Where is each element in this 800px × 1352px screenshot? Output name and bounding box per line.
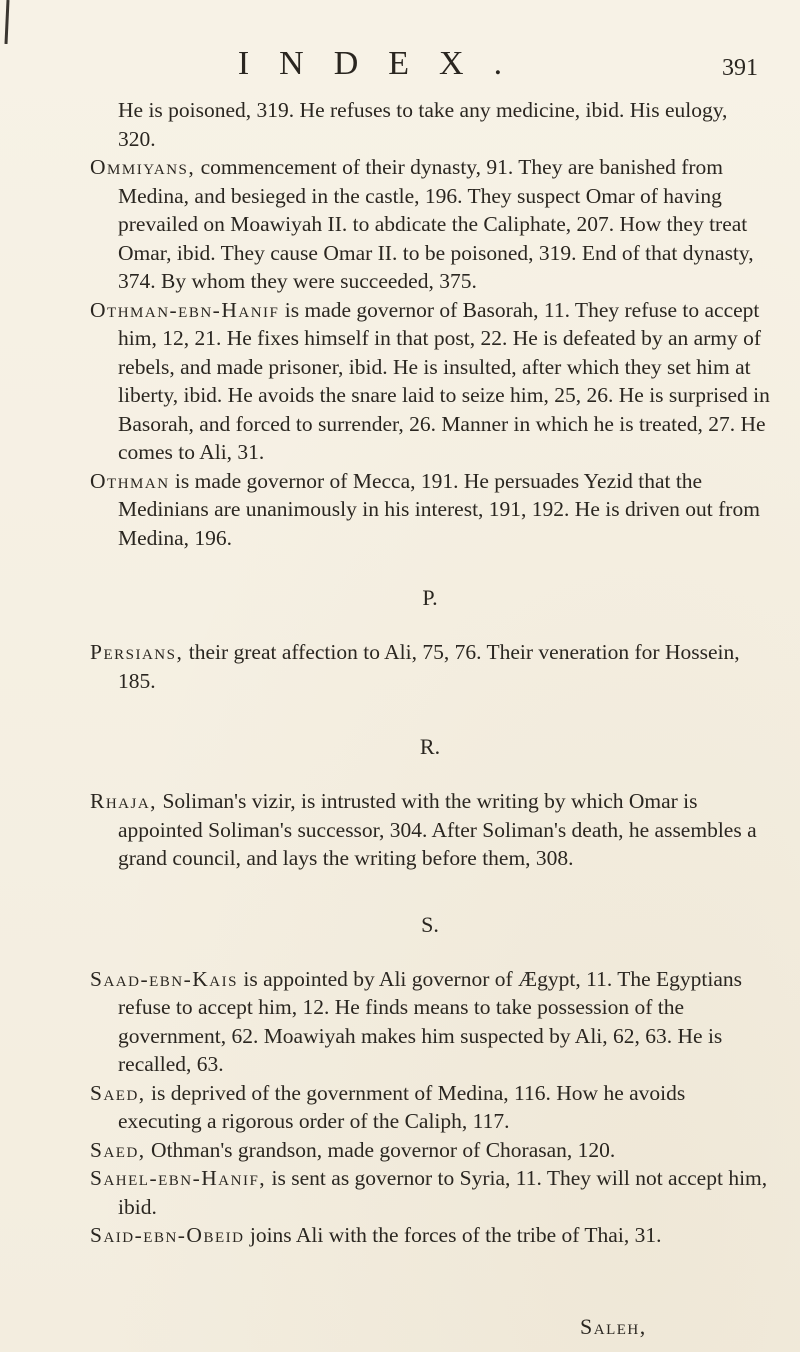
- entry-head: Saed,: [90, 1080, 146, 1105]
- index-entry: [90, 787, 770, 873]
- entry-head: Saad-ebn-Kais: [90, 966, 238, 991]
- entry-text: is appointed by Ali governor of Ægypt, 11. The Egyptians refuse to accept him, 12. He finds means to take possession of the government, 62. Moawiyah makes him suspected by Ali, 62, 63. He is recalled, 63.: [118, 966, 742, 1076]
- section-letter-r: R.: [419, 734, 441, 759]
- entry-head: Othman-ebn-Hanif: [90, 297, 280, 322]
- index-entry: [90, 965, 770, 1079]
- index-entry: [90, 1136, 770, 1165]
- entry-head: Persians,: [90, 640, 184, 664]
- page-number: 391: [722, 55, 758, 81]
- section-letter-p: P.: [422, 585, 438, 610]
- entry-head: Said-ebn-Obeid: [90, 1223, 245, 1247]
- index-entry-continuation: [90, 96, 770, 153]
- catchword: Saleh,: [580, 1314, 647, 1339]
- entry-head: Saed,: [90, 1137, 146, 1162]
- index-entry: [90, 1079, 770, 1136]
- entry-text: their great affection to Ali, 75, 76. Their veneration for Hossein, 185.: [118, 640, 740, 693]
- index-entry: [90, 296, 770, 467]
- index-entry: [90, 153, 770, 296]
- page-header: [0, 44, 800, 104]
- entry-text: is deprived of the government of Medina, 116. How he avoids executing a rigorous order of the Caliph, 117.: [118, 1080, 686, 1133]
- entry-text: Soliman's vizir, is intrusted with the writing by which Omar is appointed Soliman's successor, 304. After Soliman's death, he assembles a grand council, and lays the writing before them, 308.: [118, 789, 757, 870]
- entry-head: Rhaja,: [90, 789, 158, 813]
- entry-text: He is poisoned, 319. He refuses to take any medicine, ibid. His eulogy, 320.: [118, 98, 728, 151]
- entry-text: is made governor of Mecca, 191. He persuades Yezid that the Medinians are unanimously in his interest, 191, 192. He is driven out from Medina, 196.: [118, 468, 760, 550]
- entry-head: Sahel-ebn-Hanif,: [90, 1166, 267, 1190]
- entry-text: Othman's grandson, made governor of Chorasan, 120.: [151, 1137, 616, 1162]
- index-entry: [90, 1164, 770, 1221]
- index-entry: [90, 638, 770, 695]
- entry-head: Othman: [90, 468, 170, 493]
- entry-text: is sent as governor to Syria, 11. They will not accept him, ibid.: [118, 1166, 768, 1219]
- index-entry: [90, 467, 770, 553]
- entry-text: joins Ali with the forces of the tribe of Thai, 31.: [249, 1223, 662, 1247]
- entry-text: commencement of their dynasty, 91. They are banished from Medina, and besieged in the castle, 196. They suspect Omar of having prevailed on Moawiyah II. to abdicate the Caliphate, 207. How they treat Omar, ibid. They cause Omar II. to be poisoned, 319. End of that dynasty, 374. By whom they were succeeded, 375.: [118, 155, 754, 293]
- index-content: [90, 96, 770, 1250]
- page-edge-mark: [2, 0, 12, 44]
- entry-head: Ommiyans,: [90, 155, 196, 179]
- index-entry: [90, 1221, 770, 1250]
- entry-text: is made governor of Basorah, 11. They refuse to accept him, 12, 21. He fixes himself in that post, 22. He is defeated by an army of rebels, and made prisoner, ibid. He is insulted, after which they set him at liberty, ibid. He avoids the snare laid to seize him, 25, 26. He is surprised in Basorah, and forced to surrender, 26. Manner in which he is treated, 27. He comes to Ali, 31.: [118, 297, 770, 464]
- running-title: INDEX.: [237, 45, 533, 82]
- section-letter-s: S.: [421, 911, 439, 937]
